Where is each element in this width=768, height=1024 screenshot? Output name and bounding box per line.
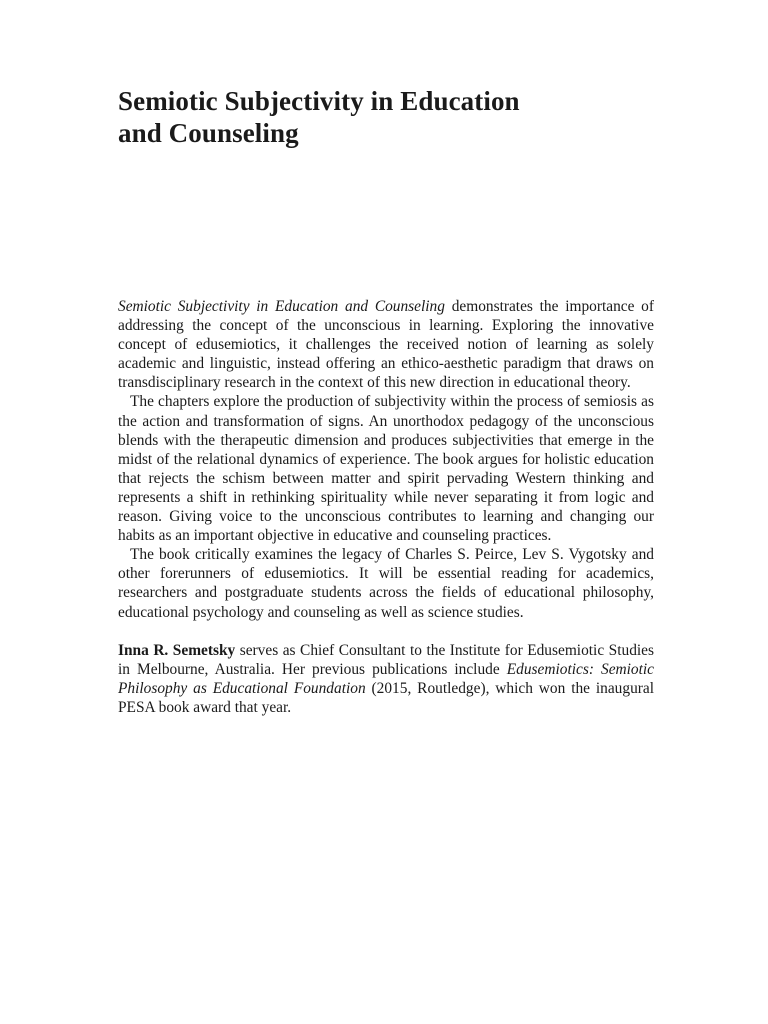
description-paragraph-1 [118,297,654,392]
book-title-line-2: and Counseling [118,118,299,148]
author-bio [118,641,654,717]
book-description [118,297,654,717]
description-book-title: Semiotic Subjectivity in Education and Counseling [118,298,445,315]
author-bio-text-1: serves as Chief Consultant to the Institute for Edusemiotic Studies in Melbourne, Australia. Her previous publications include [118,641,654,678]
author-name: Inna R. Semetsky [118,641,236,659]
author-bio-text-2: (2015, Routledge), which won the inaugural PESA book award that year. [118,679,654,716]
book-title [118,85,654,149]
book-title-line-1: Semiotic Subjectivity in Education [118,86,520,116]
description-paragraph-3: The book critically examines the legacy of Charles S. Peirce, Lev S. Vygotsky and other forerunners of edusemiotics. It will be essential reading for academics, researchers and postgraduate students across the fields of educational philosophy, educational psychology and counseling as well as science studies. [118,546,654,621]
description-paragraph-1-text: demonstrates the importance of addressing the concept of the unconscious in learning. Exploring the innovative concept of edusemiotics, it challenges the received notion of learning as solely academic and linguistic, instead offering an ethico-aesthetic paradigm that draws on transdisciplinary research in the context of this new direction in educational theory. [118,298,654,392]
description-paragraph-2: The chapters explore the production of subjectivity within the process of semiosis as the action and transformation of signs. An unorthodox pedagogy of the unconscious blends with the therapeutic dimension and produces subjectivities that emerge in the midst of the relational dynamics of experience. The book argues for holistic education that rejects the schism between matter and spirit pervading Western thinking and represents a shift in rethinking spirituality while never separating it from logic and reason. Giving voice to the unconscious contributes to learning and changing our habits as an important objective in educative and counseling practices. [118,393,654,545]
author-previous-book-title: Edusemiotics: Semiotic Philosophy as Educational Foundation [118,660,654,697]
